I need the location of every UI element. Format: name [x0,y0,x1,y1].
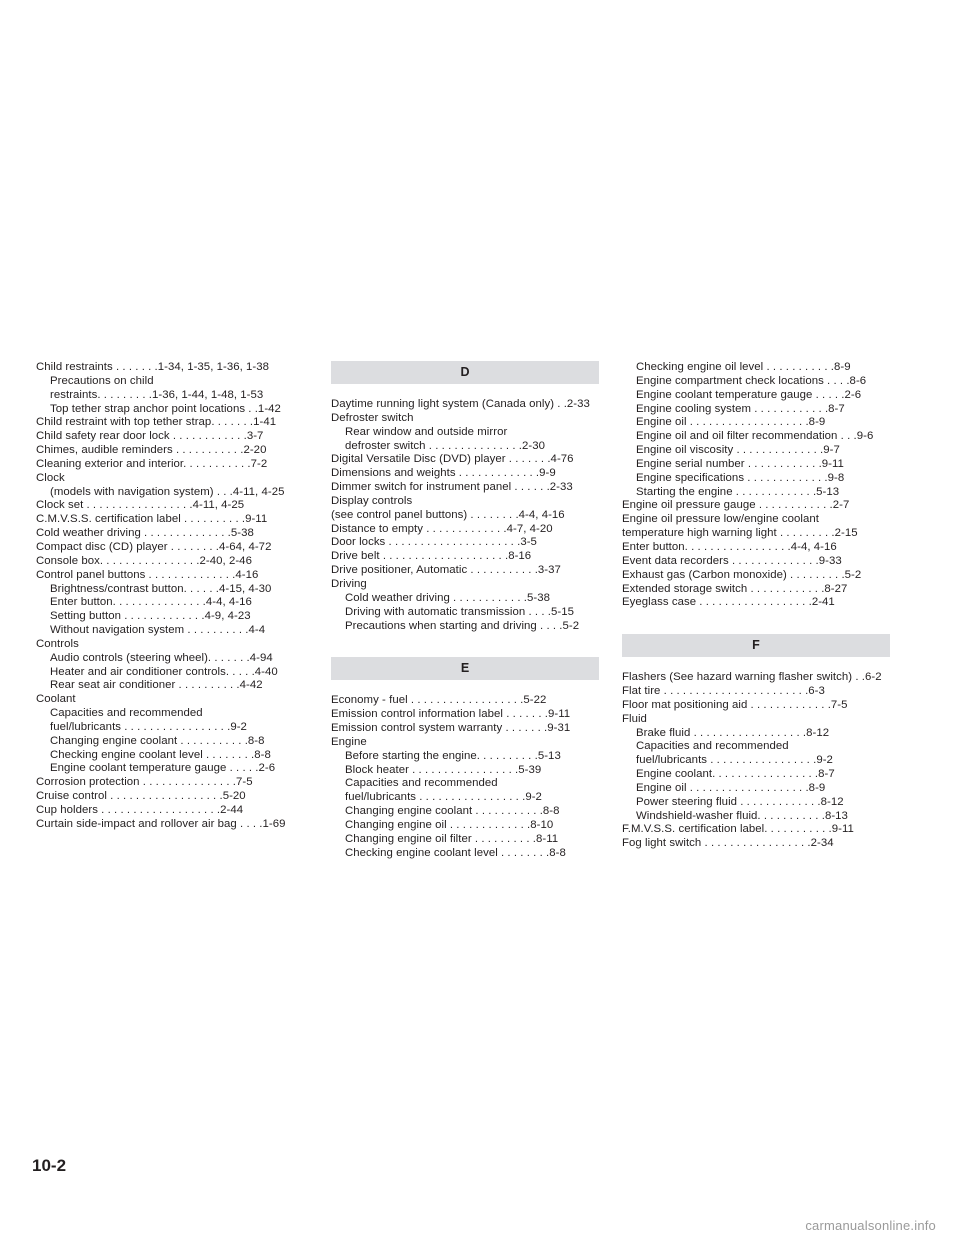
index-entry: Coolant [36,693,76,706]
index-entry: Cup holders . . . . . . . . . . . . . . . . . . .2-44 [36,804,244,816]
index-subentry: Block heater . . . . . . . . . . . . . . . . .5-39 [345,763,542,776]
index-column-2 [331,361,599,860]
index-subentry: fuel/lubricants . . . . . . . . . . . . . . . . .9-2 [345,791,542,804]
index-subentry: Driving with automatic transmission . . . .5-15 [345,605,574,618]
index-entry: Driving [331,577,367,590]
index-subentry: Engine oil . . . . . . . . . . . . . . . . . . .8-9 [636,416,826,429]
index-subentry: Rear seat air conditioner . . . . . . . . . .4-42 [50,679,263,692]
index-entry: Extended storage switch . . . . . . . . . . . .8-27 [622,582,848,595]
page-number: 10-2 [32,1156,67,1175]
index-entry: Emission control system warranty . . . . . . .9-31 [331,722,571,735]
index-entry: Economy - fuel . . . . . . . . . . . . . . . . . .5-22 [331,694,547,707]
index-subentry: Before starting the engine. . . . . . . . . .5-13 [345,749,561,762]
index-subentry: Setting button . . . . . . . . . . . . .4-9, 4-23 [50,610,251,623]
index-subentry: Enter button. . . . . . . . . . . . . . .4-4, 4-16 [50,596,252,609]
index-entry: Fluid [622,712,647,725]
index-subentry: fuel/lubricants . . . . . . . . . . . . . . . . .9-2 [50,720,247,733]
index-entry: (see control panel buttons) . . . . . . . .4-4, 4-16 [331,508,565,521]
section-header-e: E [331,657,599,680]
index-entry: Compact disc (CD) player . . . . . . . .4-64, 4-72 [36,540,272,553]
index-subentry: Engine oil and oil filter recommendation . . .9-6 [636,430,874,443]
index-subentry: Engine cooling system . . . . . . . . . . . .8-7 [636,402,845,415]
index-entry: Cleaning exterior and interior. . . . . . . . . . .7-2 [36,457,268,470]
index-entry: Enter button. . . . . . . . . . . . . . . . .4-4, 4-16 [622,540,837,553]
index-subentry: Engine specifications . . . . . . . . . . . . .9-8 [636,471,845,484]
index-entry: Fog light switch . . . . . . . . . . . . . . . . .2-34 [622,837,834,850]
index-column-1 [36,361,304,832]
index-entry: Control panel buttons . . . . . . . . . . . . . .4-16 [36,568,259,581]
index-entry: Dimensions and weights . . . . . . . . . . . . .9-9 [331,467,556,480]
index-entry: Engine oil pressure low/engine coolant [622,513,819,526]
index-subentry: Checking engine coolant level . . . . . . . .8-8 [345,846,566,859]
index-subentry: Checking engine oil level . . . . . . . . . . .8-9 [636,361,851,373]
index-entry: Emission control information label . . . . . . .9-11 [331,708,571,721]
index-subentry: restraints. . . . . . . . .1-36, 1-44, 1-48, 1-53 [50,388,264,401]
index-entry: Child restraint with top tether strap. . . . . . .1-41 [36,416,277,429]
header-spacer [331,680,599,694]
index-entry: Exhaust gas (Carbon monoxide) . . . . . . . . .5-2 [622,568,862,581]
header-spacer [622,657,890,671]
index-subentry: Engine oil . . . . . . . . . . . . . . . . . . .8-9 [636,781,826,794]
index-entry: Engine [331,735,367,748]
index-entry: Door locks . . . . . . . . . . . . . . . . . . . . .3-5 [331,536,537,549]
index-entry: Event data recorders . . . . . . . . . . . . . .9-33 [622,554,842,567]
index-subentry: Brightness/contrast button. . . . . .4-15, 4-30 [50,582,272,595]
index-subentry: Capacities and recommended [636,740,789,753]
index-entry: Chimes, audible reminders . . . . . . . . . . .2-20 [36,444,267,457]
index-subentry: Engine compartment check locations . . . .8-6 [636,374,867,387]
index-subentry: Changing engine oil filter . . . . . . . . . .8-11 [345,832,559,845]
index-entry: Defroster switch [331,411,414,424]
section-header-f: F [622,634,890,657]
index-subentry: (models with navigation system) . . .4-11, 4-25 [50,485,285,498]
index-entry: Floor mat positioning aid . . . . . . . . . . . . .7-5 [622,698,848,711]
index-subentry: Precautions on child [50,374,154,387]
index-subentry: Engine serial number . . . . . . . . . . . .9-11 [636,457,844,470]
index-entry: Daytime running light system (Canada only) . .2-33 [331,398,590,410]
index-subentry: Capacities and recommended [345,777,498,790]
index-entry: Child safety rear door lock . . . . . . . . . . . .3-7 [36,430,264,443]
index-entry: Cruise control . . . . . . . . . . . . . . . . . .5-20 [36,790,246,803]
index-entry: C.M.V.S.S. certification label . . . . . . . . . .9-11 [36,513,268,526]
index-subentry: Brake fluid . . . . . . . . . . . . . . . . . .8-12 [636,726,830,739]
index-entry: F.M.V.S.S. certification label. . . . . . . . . . .9-11 [622,823,854,836]
index-entry: Flashers (See hazard warning flasher switch) . .6-2 [622,671,882,684]
index-entry: Engine oil pressure gauge . . . . . . . . . . . .2-7 [622,499,850,512]
section-gap [622,610,890,634]
index-subentry: Windshield-washer fluid. . . . . . . . . . .8-13 [636,809,848,822]
index-subentry: Engine oil viscosity . . . . . . . . . . . . . .9-7 [636,444,840,457]
index-entry: Corrosion protection . . . . . . . . . . . . . . .7-5 [36,776,253,789]
index-subentry: Power steering fluid . . . . . . . . . . . . .8-12 [636,795,844,808]
index-subentry: Heater and air conditioner controls. . . . .4-40 [50,665,278,678]
index-entry: temperature high warning light . . . . . . . . .2-15 [622,527,858,540]
index-entry: Cold weather driving . . . . . . . . . . . . . .5-38 [36,527,254,540]
index-entry: Digital Versatile Disc (DVD) player . . . . . . .4-76 [331,453,574,466]
index-subentry: Cold weather driving . . . . . . . . . . . .5-38 [345,591,550,604]
section-gap [331,633,599,657]
index-entry: Clock set . . . . . . . . . . . . . . . . .4-11, 4-25 [36,499,245,512]
index-subentry: Changing engine coolant . . . . . . . . . . .8-8 [50,734,265,747]
index-entry: Drive belt . . . . . . . . . . . . . . . . . . . .8-16 [331,550,532,563]
index-entry: Controls [36,637,79,650]
index-subentry: Engine coolant. . . . . . . . . . . . . . . . .8-7 [636,768,835,781]
index-entry: Console box. . . . . . . . . . . . . . . .2-40, 2-46 [36,554,252,567]
index-subentry: fuel/lubricants . . . . . . . . . . . . . . . . .9-2 [636,754,833,767]
index-entry: Drive positioner, Automatic . . . . . . . . . . .3-37 [331,564,561,577]
index-subentry: Without navigation system . . . . . . . . . .4-4 [50,624,266,637]
index-entry: Eyeglass case . . . . . . . . . . . . . . . . . .2-41 [622,596,835,609]
index-subentry: defroster switch . . . . . . . . . . . . . . .2-30 [345,439,546,452]
index-subentry: Rear window and outside mirror [345,425,508,438]
index-subentry: Audio controls (steering wheel). . . . . . .4-94 [50,651,273,664]
section-header-d: D [331,361,599,384]
index-column-3 [622,361,890,851]
index-entry: Flat tire . . . . . . . . . . . . . . . . . . . . . . .6-3 [622,685,825,698]
index-subentry: Changing engine oil . . . . . . . . . . . . .8-10 [345,818,554,831]
index-subentry: Capacities and recommended [50,707,203,720]
index-entry: Dimmer switch for instrument panel . . . . . .2-33 [331,481,573,494]
index-subentry: Engine coolant temperature gauge . . . . .2-6 [636,388,862,401]
index-entry: Clock [36,471,65,484]
index-subentry: Precautions when starting and driving . . . .5-2 [345,619,580,632]
index-entry: Child restraints . . . . . . .1-34, 1-35, 1-36, 1-38 [36,361,270,373]
watermark: carmanualsonline.info [805,1218,936,1233]
index-subentry: Top tether strap anchor point locations . .1-42 [50,402,281,415]
index-subentry: Checking engine coolant level . . . . . . . .8-8 [50,748,271,761]
index-entry: Curtain side-impact and rollover air bag . . . .1-69 [36,817,286,830]
index-subentry: Changing engine coolant . . . . . . . . . . .8-8 [345,805,560,818]
index-entry: Display controls [331,494,413,507]
index-entry: Distance to empty . . . . . . . . . . . . .4-7, 4-20 [331,522,553,535]
index-subentry: Engine coolant temperature gauge . . . . .2-6 [50,762,276,775]
index-subentry: Starting the engine . . . . . . . . . . . . .5-13 [636,485,840,498]
header-spacer [331,384,599,398]
